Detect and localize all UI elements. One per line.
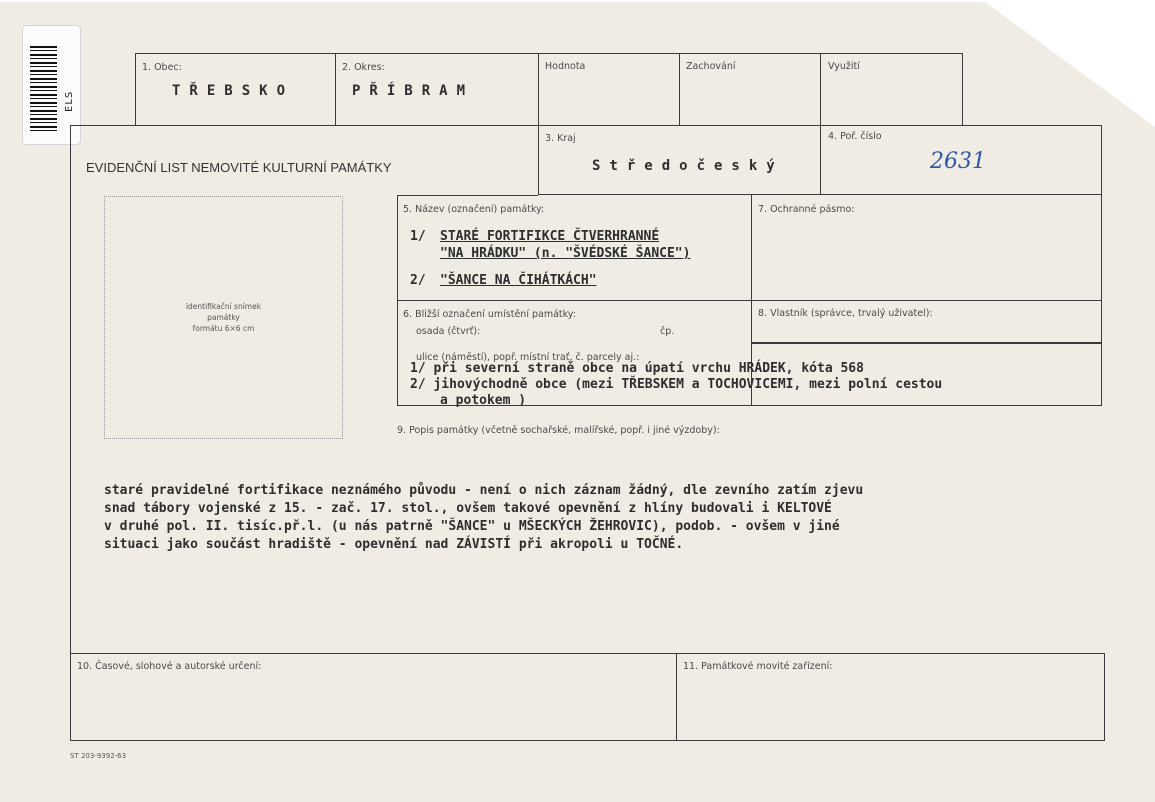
umisteni-line3: a potokem ) <box>440 393 527 408</box>
photo-placeholder <box>104 196 343 439</box>
rule <box>70 653 1105 654</box>
cp-label: čp. <box>660 326 675 337</box>
rule <box>538 194 1102 195</box>
rule <box>820 53 821 195</box>
nazev-line1-number: 1/ <box>410 229 426 244</box>
popis-line: situaci jako součást hradiště - opevnění nad ZÁVISTÍ při akropoli u TOČNÉ. <box>104 537 684 552</box>
obec-label: 1. Obec: <box>142 62 182 73</box>
popis-text <box>104 482 863 554</box>
zachovani-label: Zachování <box>686 61 736 72</box>
umisteni-line2: 2/ jihovýchodně obce (mezi TŘEBSKEM a TOCHOVICEMI, mezi polní cestou <box>410 377 943 392</box>
rule <box>1101 195 1102 405</box>
okres-label: 2. Okres: <box>342 62 385 73</box>
rule-top <box>135 53 963 54</box>
rule <box>1101 125 1102 195</box>
barcode-text: ELS <box>64 90 75 112</box>
ulice-label: ulice (náměstí), popř. místní trať, č. parcely aj.: <box>416 352 640 363</box>
ochranne-pasmo-label: 7. Ochranné pásmo: <box>758 204 855 215</box>
umisteni-line1: 1/ při severní straně obce na úpatí vrchu HRÁDEK, kóta 568 <box>410 361 864 376</box>
poradove-cislo-label: 4. Poř. číslo <box>828 131 882 142</box>
rule <box>397 300 1102 301</box>
kraj-value: Středočeský <box>592 158 784 174</box>
nazev-line2: "ŠANCE NA ČIHÁTKÁCH" <box>440 273 597 288</box>
nazev-line1b: "NA HRÁDKU" (n. "ŠVÉDSKÉ ŠANCE") <box>440 246 691 261</box>
rule-left <box>70 125 71 741</box>
rule <box>676 653 677 741</box>
rule <box>397 195 538 196</box>
photo-caption: identifikační snímek památky formátu 6×6 cm <box>185 302 262 333</box>
rule <box>538 53 539 195</box>
popis-line: staré pravidelné fortifikace neznámého původu - není o nich záznam žádný, dle zevního zatím zjevu <box>104 483 864 498</box>
movite-zarizeni-label: 11. Památkové movité zařízení: <box>683 661 833 672</box>
rule <box>135 53 136 125</box>
nazev-line2-number: 2/ <box>410 273 426 288</box>
form-title: EVIDENČNÍ LIST NEMOVITÉ KULTURNÍ PAMÁTKY <box>86 160 392 175</box>
casove-urceni-label: 10. Časové, slohové a autorské určení: <box>77 661 262 672</box>
rule <box>1104 653 1105 741</box>
obec-value: TŘEBSKO <box>172 83 295 99</box>
barcode-icon <box>30 46 57 134</box>
nazev-line1a: STARÉ FORTIFIKCE ČTVERHRANNÉ <box>440 229 660 244</box>
rule <box>962 53 963 125</box>
poradove-cislo-value: 2631 <box>930 149 986 174</box>
rule <box>751 342 1102 344</box>
rule <box>335 53 336 125</box>
kraj-label: 3. Kraj <box>545 133 576 144</box>
vlastnik-label: 8. Vlastník (správce, trvalý uživatel): <box>758 308 933 319</box>
hodnota-label: Hodnota <box>545 61 586 72</box>
nazev-label: 5. Název (označení) památky: <box>403 204 545 215</box>
popis-label: 9. Popis památky (včetně sochařské, malířské, popř. i jiné výzdoby): <box>397 425 720 436</box>
rule-bottom <box>70 740 1105 741</box>
rule <box>679 53 680 125</box>
umisteni-label: 6. Bližší označení umístění památky: <box>403 309 576 320</box>
vyuziti-label: Využití <box>828 61 860 72</box>
rule <box>70 125 1102 126</box>
osada-label: osada (čtvrť): <box>416 326 481 337</box>
form-code: ST 203-9392-63 <box>70 752 127 760</box>
okres-value: PŘÍBRAM <box>352 83 475 99</box>
popis-line: snad tábory vojenské z 15. - zač. 17. stol., ovšem takové opevnění z hlíny budovali i KELTOVÉ <box>104 501 832 516</box>
popis-line: v druhé pol. II. tisíc.př.l. (u nás patrně "ŠANCE" u MŠECKÝCH ŽEHROVIC), podob. - ovšem v jiné <box>104 519 840 534</box>
